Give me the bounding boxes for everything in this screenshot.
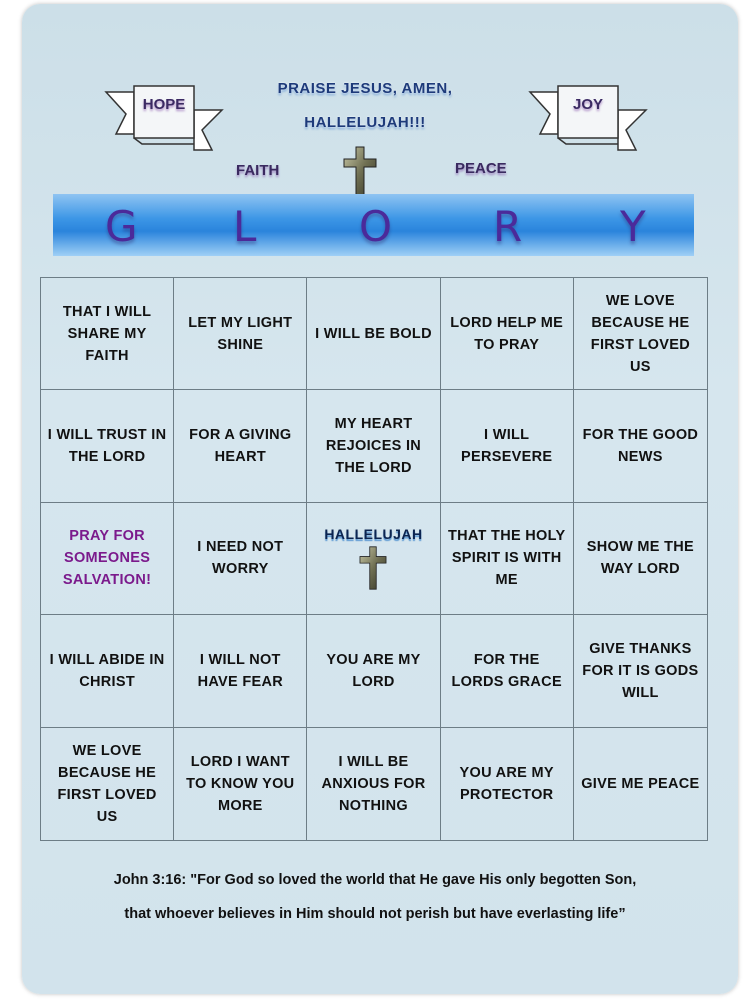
verse-line-1: John 3:16: "For God so loved the world that He gave His only begotten Son,	[113, 872, 637, 888]
cell-text: I NEED NOT WORRY	[197, 539, 284, 578]
bingo-cell[interactable]	[307, 728, 440, 840]
bingo-cell[interactable]	[41, 728, 174, 840]
cell-text: I WILL BE BOLD	[315, 325, 432, 342]
cell-text: THAT THE HOLY SPIRIT IS WITH ME	[447, 528, 566, 589]
bingo-cell[interactable]	[174, 503, 307, 615]
glory-letter-o: O	[359, 202, 395, 251]
cross-icon	[343, 146, 377, 200]
bingo-cell[interactable]	[41, 278, 174, 390]
cell-text: YOU ARE MY PROTECTOR	[459, 764, 554, 803]
cell-text: I WILL BE ANXIOUS FOR NOTHING	[321, 753, 426, 814]
glory-letter-g: G	[105, 202, 140, 251]
bingo-cell[interactable]	[441, 503, 574, 615]
glory-letter-l: L	[233, 202, 259, 251]
bingo-cell[interactable]	[174, 615, 307, 727]
bingo-grid	[40, 277, 708, 841]
cell-text: WE LOVE BECAUSE HE FIRST LOVED US	[57, 742, 157, 825]
bingo-cell[interactable]	[41, 390, 174, 502]
cell-text: LORD HELP ME TO PRAY	[450, 314, 564, 353]
bingo-cell[interactable]	[574, 728, 707, 840]
bingo-cell[interactable]	[574, 615, 707, 727]
praise-line-1: PRAISE JESUS, AMEN,	[277, 80, 453, 97]
cell-text: MY HEART REJOICES IN THE LORD	[325, 416, 422, 477]
ribbon-icon	[528, 82, 648, 160]
cross-icon	[358, 546, 388, 590]
glory-letter-r: R	[493, 202, 525, 251]
cell-text: I WILL TRUST IN THE LORD	[47, 427, 167, 466]
cell-text: FOR THE GOOD NEWS	[582, 427, 699, 466]
bingo-cell[interactable]	[441, 390, 574, 502]
banner-joy	[528, 82, 648, 160]
bingo-cell[interactable]	[307, 278, 440, 390]
bingo-cell[interactable]	[307, 615, 440, 727]
cell-text: SHOW ME THE WAY LORD	[586, 539, 694, 578]
bingo-cell[interactable]	[41, 503, 174, 615]
cell-text: THAT I WILL SHARE MY FAITH	[62, 303, 152, 364]
cell-text: FOR A GIVING HEART	[189, 427, 292, 466]
cell-text: I WILL ABIDE IN CHRIST	[49, 651, 165, 690]
bingo-cell[interactable]	[174, 390, 307, 502]
banner-label-joy: JOY	[572, 96, 603, 113]
cell-text: I WILL NOT HAVE FEAR	[197, 651, 283, 690]
cell-text: LORD I WANT TO KNOW YOU MORE	[186, 753, 295, 814]
cell-text: FOR THE LORDS GRACE	[451, 651, 562, 690]
bingo-cell[interactable]	[574, 390, 707, 502]
word-peace: PEACE	[455, 160, 507, 177]
glory-title-bar	[53, 194, 694, 256]
glory-letter-y: Y	[620, 202, 648, 251]
bingo-cell[interactable]	[441, 615, 574, 727]
cell-text: I WILL PERSEVERE	[461, 427, 553, 466]
cell-text: GIVE ME PEACE	[581, 775, 700, 792]
bingo-cell[interactable]	[574, 503, 707, 615]
bingo-cell[interactable]	[441, 728, 574, 840]
banner-label-hope: HOPE	[142, 96, 186, 113]
verse-line-2: that whoever believes in Him should not perish but have everlasting life”	[124, 906, 626, 922]
banner-hope	[104, 82, 224, 160]
cell-text: WE LOVE BECAUSE HE FIRST LOVED US	[590, 292, 690, 375]
bingo-cell[interactable]	[441, 278, 574, 390]
ribbon-icon	[104, 82, 224, 160]
praise-line-2: HALLELUJAH!!!	[304, 114, 426, 131]
bingo-cell[interactable]	[307, 390, 440, 502]
cell-text-highlight: PRAY FOR SOMEONES SALVATION!	[62, 528, 152, 589]
bingo-cell[interactable]	[174, 278, 307, 390]
cell-text: YOU ARE MY LORD	[326, 651, 421, 690]
bingo-cell[interactable]	[174, 728, 307, 840]
bingo-cell[interactable]	[574, 278, 707, 390]
bingo-cell[interactable]	[41, 615, 174, 727]
free-space-label: HALLELUJAH	[324, 526, 423, 543]
cell-text: GIVE THANKS FOR IT IS GODS WILL	[582, 640, 699, 701]
word-faith: FAITH	[236, 162, 280, 179]
bingo-free-space[interactable]	[307, 503, 440, 615]
cell-text: LET MY LIGHT SHINE	[188, 314, 293, 353]
